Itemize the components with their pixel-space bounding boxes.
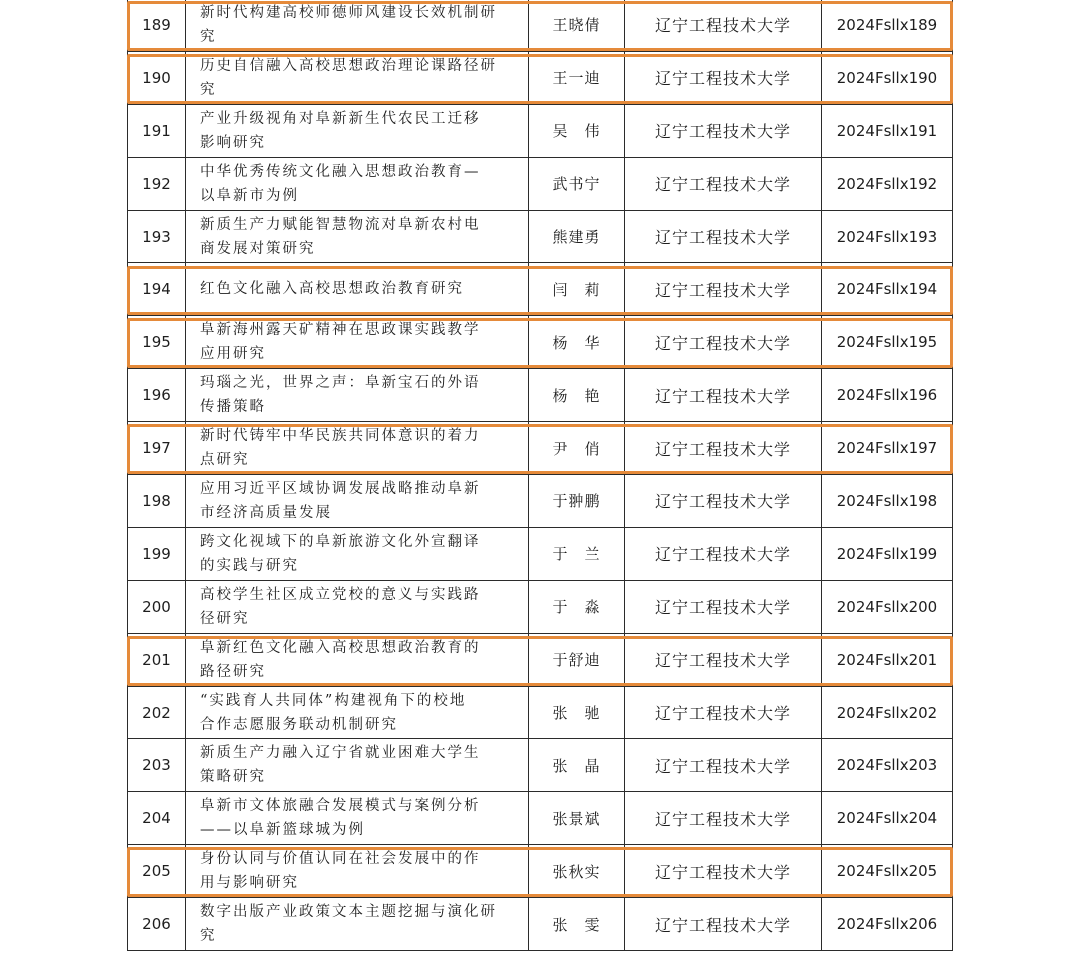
project-title <box>186 527 529 580</box>
title-line: 商发展对策研究 <box>200 240 316 257</box>
institution-name: 辽宁工程技术大学 <box>625 792 822 845</box>
row-number: 200 <box>128 580 186 633</box>
institution-name: 辽宁工程技术大学 <box>625 898 822 951</box>
institution-name: 辽宁工程技术大学 <box>625 157 822 210</box>
title-line: 历史自信融入高校思想政治理论课路径研 <box>200 57 497 74</box>
row-number: 198 <box>128 475 186 528</box>
title-line: 新时代构建高校师德师风建设长效机制研 <box>200 4 497 21</box>
title-line: 以阜新市为例 <box>200 187 299 204</box>
table-row <box>128 210 953 263</box>
institution-name: 辽宁工程技术大学 <box>625 686 822 739</box>
project-code: 2024Fsllx194 <box>822 263 953 316</box>
row-number: 204 <box>128 792 186 845</box>
row-number: 192 <box>128 157 186 210</box>
institution-name: 辽宁工程技术大学 <box>625 739 822 792</box>
project-code: 2024Fsllx190 <box>822 51 953 104</box>
applicant-name: 张秋实 <box>529 845 625 898</box>
title-line: 究 <box>200 81 217 98</box>
table-row <box>128 580 953 633</box>
row-number: 203 <box>128 739 186 792</box>
row-number: 193 <box>128 210 186 263</box>
project-code: 2024Fsllx203 <box>822 739 953 792</box>
project-title <box>186 845 529 898</box>
project-code: 2024Fsllx195 <box>822 316 953 369</box>
project-title <box>186 316 529 369</box>
title-line: 传播策略 <box>200 399 266 416</box>
title-line: 径研究 <box>200 610 250 627</box>
table-row <box>128 104 953 157</box>
table-row <box>128 527 953 580</box>
title-line: 究 <box>200 28 217 45</box>
project-code: 2024Fsllx205 <box>822 845 953 898</box>
table-row <box>128 633 953 686</box>
applicant-name: 张 晶 <box>529 739 625 792</box>
institution-name: 辽宁工程技术大学 <box>625 0 822 51</box>
title-line: 究 <box>200 928 217 945</box>
project-code: 2024Fsllx197 <box>822 422 953 475</box>
project-list-table <box>127 0 953 951</box>
project-code: 2024Fsllx200 <box>822 580 953 633</box>
project-code: 2024Fsllx193 <box>822 210 953 263</box>
row-number: 206 <box>128 898 186 951</box>
project-code: 2024Fsllx202 <box>822 686 953 739</box>
institution-name: 辽宁工程技术大学 <box>625 527 822 580</box>
institution-name: 辽宁工程技术大学 <box>625 210 822 263</box>
title-line: 用与影响研究 <box>200 875 299 892</box>
title-line: 新质生产力融入辽宁省就业困难大学生 <box>200 745 481 762</box>
title-line: 新时代铸牢中华民族共同体意识的着力 <box>200 428 481 445</box>
title-line: 玛瑙之光，世界之声：阜新宝石的外语 <box>200 375 481 392</box>
project-code: 2024Fsllx206 <box>822 898 953 951</box>
applicant-name: 杨 华 <box>529 316 625 369</box>
project-title <box>186 210 529 263</box>
title-line: 合作志愿服务联动机制研究 <box>200 716 398 733</box>
project-title <box>186 739 529 792</box>
row-number: 199 <box>128 527 186 580</box>
institution-name: 辽宁工程技术大学 <box>625 51 822 104</box>
row-number: 191 <box>128 104 186 157</box>
applicant-name: 吴 伟 <box>529 104 625 157</box>
title-line: 影响研究 <box>200 134 266 151</box>
applicant-name: 于舒迪 <box>529 633 625 686</box>
institution-name: 辽宁工程技术大学 <box>625 845 822 898</box>
title-line: 阜新红色文化融入高校思想政治教育的 <box>200 639 481 656</box>
table-row <box>128 369 953 422</box>
project-title <box>186 0 529 51</box>
title-line: “实践育人共同体”构建视角下的校地 <box>200 692 467 709</box>
institution-name: 辽宁工程技术大学 <box>625 580 822 633</box>
applicant-name: 杨 艳 <box>529 369 625 422</box>
project-code: 2024Fsllx191 <box>822 104 953 157</box>
project-title <box>186 475 529 528</box>
project-title <box>186 157 529 210</box>
title-line: 数字出版产业政策文本主题挖掘与演化研 <box>200 904 497 921</box>
applicant-name: 王一迪 <box>529 51 625 104</box>
title-line: 阜新市文体旅融合发展模式与案例分析 <box>200 798 481 815</box>
row-number: 202 <box>128 686 186 739</box>
title-line: 市经济高质量发展 <box>200 504 332 521</box>
table-body <box>128 0 953 951</box>
project-title <box>186 104 529 157</box>
table-row <box>128 157 953 210</box>
table-row <box>128 316 953 369</box>
project-code: 2024Fsllx204 <box>822 792 953 845</box>
project-code: 2024Fsllx192 <box>822 157 953 210</box>
table-row <box>128 845 953 898</box>
table-row <box>128 898 953 951</box>
institution-name: 辽宁工程技术大学 <box>625 104 822 157</box>
applicant-name: 于 兰 <box>529 527 625 580</box>
table-row <box>128 792 953 845</box>
title-line: 身份认同与价值认同在社会发展中的作 <box>200 851 481 868</box>
title-line: 新质生产力赋能智慧物流对阜新农村电 <box>200 216 481 233</box>
applicant-name: 张 驰 <box>529 686 625 739</box>
project-title <box>186 633 529 686</box>
project-code: 2024Fsllx199 <box>822 527 953 580</box>
title-line: 中华优秀传统文化融入思想政治教育— <box>200 163 481 180</box>
applicant-name: 尹 俏 <box>529 422 625 475</box>
project-title <box>186 792 529 845</box>
row-number: 195 <box>128 316 186 369</box>
project-title <box>186 369 529 422</box>
applicant-name: 于 淼 <box>529 580 625 633</box>
project-title <box>186 686 529 739</box>
table-row <box>128 686 953 739</box>
institution-name: 辽宁工程技术大学 <box>625 369 822 422</box>
project-code: 2024Fsllx201 <box>822 633 953 686</box>
title-line: 阜新海州露天矿精神在思政课实践教学 <box>200 322 481 339</box>
applicant-name: 武书宁 <box>529 157 625 210</box>
row-number: 201 <box>128 633 186 686</box>
applicant-name: 熊建勇 <box>529 210 625 263</box>
applicant-name: 张景斌 <box>529 792 625 845</box>
table-row <box>128 475 953 528</box>
project-title <box>186 580 529 633</box>
institution-name: 辽宁工程技术大学 <box>625 422 822 475</box>
table-row <box>128 51 953 104</box>
institution-name: 辽宁工程技术大学 <box>625 316 822 369</box>
row-number: 189 <box>128 0 186 51</box>
title-line: ——以阜新篮球城为例 <box>200 822 365 839</box>
applicant-name: 张 雯 <box>529 898 625 951</box>
title-line: 策略研究 <box>200 769 266 786</box>
project-title <box>186 51 529 104</box>
applicant-name: 闫 莉 <box>529 263 625 316</box>
institution-name: 辽宁工程技术大学 <box>625 633 822 686</box>
title-line: 点研究 <box>200 452 250 469</box>
table-row <box>128 422 953 475</box>
institution-name: 辽宁工程技术大学 <box>625 475 822 528</box>
project-code: 2024Fsllx198 <box>822 475 953 528</box>
row-number: 196 <box>128 369 186 422</box>
table-row <box>128 0 953 51</box>
project-title <box>186 422 529 475</box>
project-title <box>186 263 529 316</box>
row-number: 205 <box>128 845 186 898</box>
table-row <box>128 263 953 316</box>
row-number: 197 <box>128 422 186 475</box>
title-line: 路径研究 <box>200 663 266 680</box>
title-line: 产业升级视角对阜新新生代农民工迁移 <box>200 110 481 127</box>
institution-name: 辽宁工程技术大学 <box>625 263 822 316</box>
row-number: 194 <box>128 263 186 316</box>
row-number: 190 <box>128 51 186 104</box>
title-line: 的实践与研究 <box>200 557 299 574</box>
project-code: 2024Fsllx189 <box>822 0 953 51</box>
title-line: 应用研究 <box>200 346 266 363</box>
applicant-name: 于翀鹏 <box>529 475 625 528</box>
project-code: 2024Fsllx196 <box>822 369 953 422</box>
title-line: 高校学生社区成立党校的意义与实践路 <box>200 586 481 603</box>
title-line: 红色文化融入高校思想政治教育研究 <box>200 281 464 298</box>
table-row <box>128 739 953 792</box>
title-line: 应用习近平区域协调发展战略推动阜新 <box>200 480 481 497</box>
applicant-name: 王晓倩 <box>529 0 625 51</box>
title-line: 跨文化视域下的阜新旅游文化外宣翻译 <box>200 533 481 550</box>
project-title <box>186 898 529 951</box>
